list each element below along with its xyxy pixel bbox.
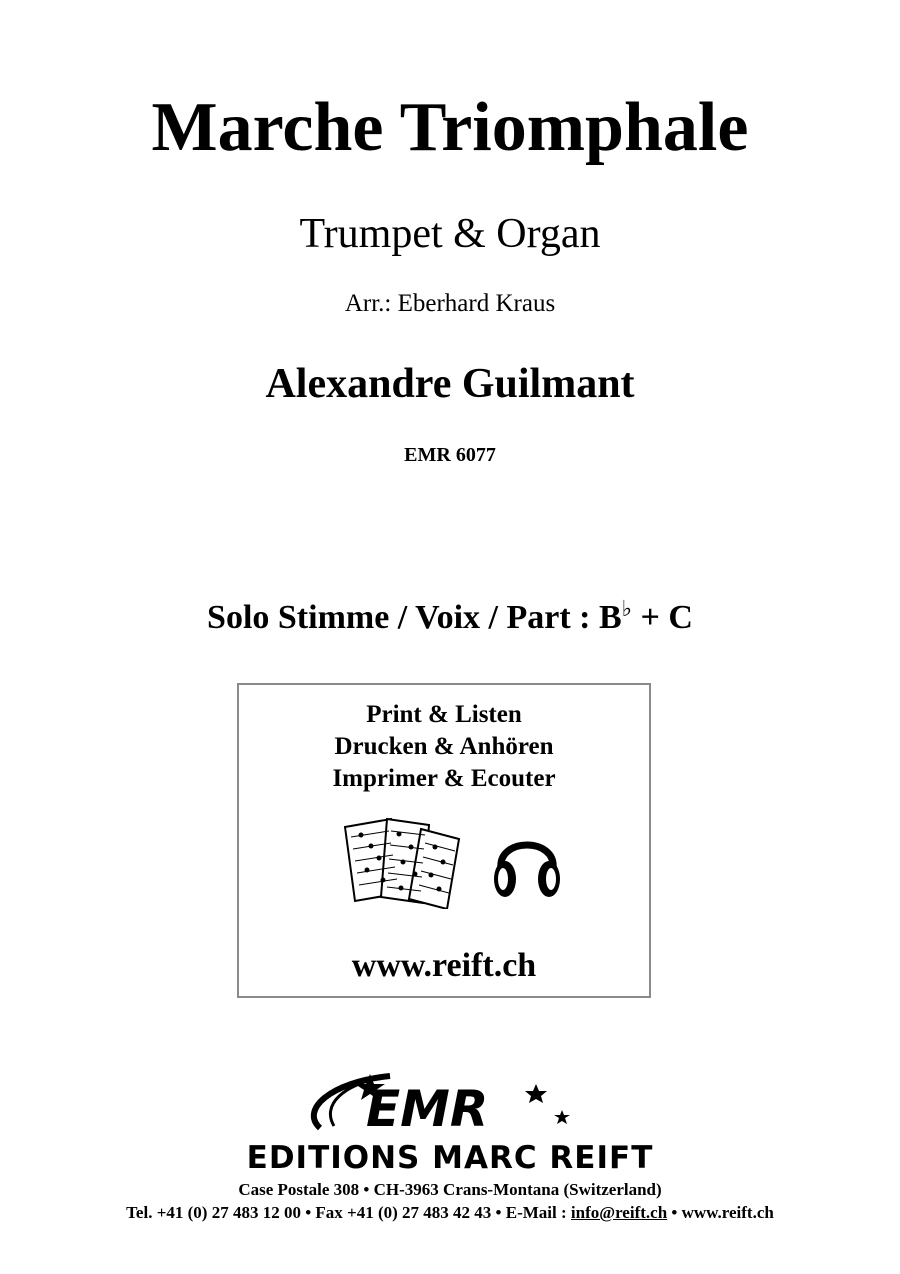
emr-logo (300, 1070, 580, 1140)
logo-text: EMR (366, 1080, 489, 1138)
sheet-music-icon (339, 813, 469, 909)
contact-phone-fax: Tel. +41 (0) 27 483 12 00 • Fax +41 (0) 27 483 42 43 • E-Mail : (126, 1203, 571, 1222)
publisher-contact (0, 1203, 900, 1223)
print-listen-box (237, 683, 651, 998)
flat-symbol: ♭ (621, 596, 633, 621)
part-designation (0, 596, 900, 637)
title: Marche Triomphale (151, 89, 749, 166)
contact-website: • www.reift.ch (667, 1203, 774, 1222)
publisher-name: EDITIONS MARC REIFT (246, 1140, 654, 1176)
arranger: Arr.: Eberhard Kraus (344, 290, 556, 317)
promo-line-english: Print & Listen (366, 701, 522, 728)
headphones-icon (491, 823, 563, 903)
composer: Alexandre Guilmant (265, 361, 635, 407)
publisher-address: Case Postale 308 • CH-3963 Crans-Montana (Switzerland) (238, 1180, 662, 1199)
instrumentation: Trumpet & Organ (299, 211, 601, 257)
promo-website: www.reift.ch (351, 947, 537, 984)
catalog-number: EMR 6077 (404, 444, 496, 466)
part-suffix: + C (632, 599, 693, 636)
promo-line-german: Drucken & Anhören (334, 733, 554, 760)
promo-line-french: Imprimer & Ecouter (332, 765, 556, 792)
part-prefix: Solo Stimme / Voix / Part : B (207, 599, 622, 636)
email-link[interactable]: info@reift.ch (570, 1203, 668, 1222)
